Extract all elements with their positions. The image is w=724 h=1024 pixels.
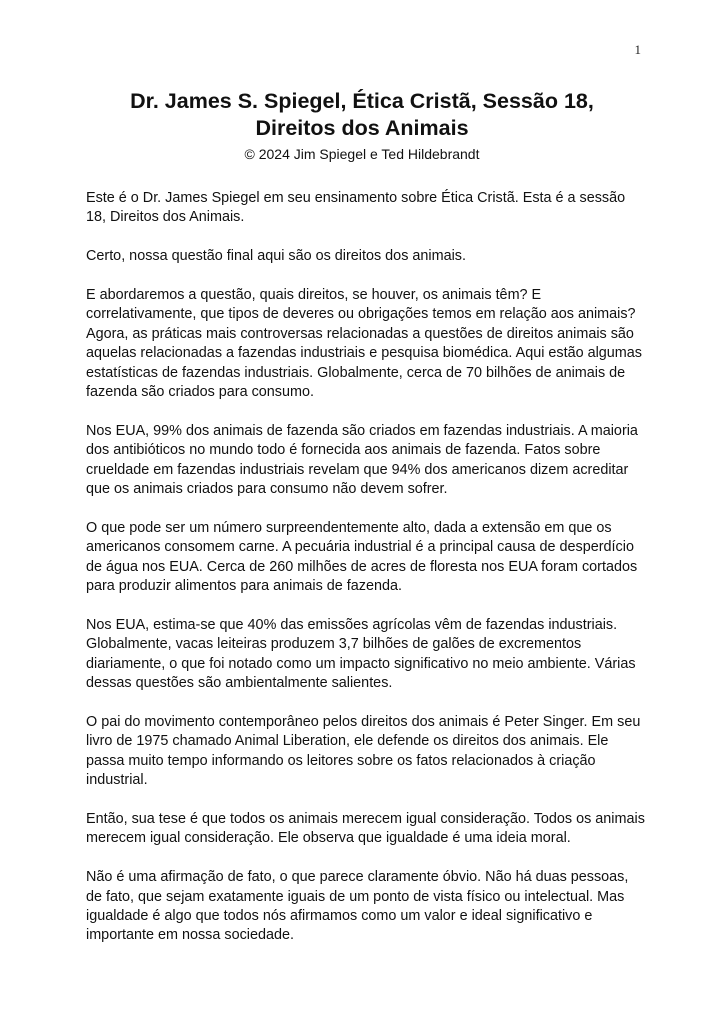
body-paragraph: Este é o Dr. James Spiegel em seu ensinamento sobre Ética Cristã. Esta é a sessão 18, Direitos dos Animais.: [86, 190, 626, 226]
body-paragraph: E abordaremos a questão, quais direitos, se houver, os animais têm? E correlativamente, que tipos de deveres ou obrigações temos em relação aos animais? Agora, as práticas mais controversas relacionadas a questões de direitos animais são aquelas relacionadas a fazendas industriais e pesquisa biomédica. Aqui estão algumas estatísticas de fazendas industriais. Globalmente, cerca de 70 bilhões de animais de fazenda são criados para consumo.: [86, 287, 642, 401]
body-paragraph: Certo, nossa questão final aqui são os direitos dos animais.: [86, 248, 466, 265]
body-paragraph: Não é uma afirmação de fato, o que parece claramente óbvio. Não há duas pessoas, de fato, que sejam exatamente iguais de um ponto de vista físico ou intelectual. Mas igualdade é algo que todos nós afirmamos como um valor e ideal significativo e importante em nossa sociedade.: [86, 869, 629, 944]
body-paragraph: O que pode ser um número surpreendentemente alto, dada a extensão em que os americanos consomem carne. A pecuária industrial é a principal causa de desperdício de água nos EUA. Cerca de 260 milhões de acres de floresta nos EUA foram cortados para produzir alimentos para animais de fazenda.: [86, 519, 638, 595]
body-paragraph: Nos EUA, estima-se que 40% das emissões agrícolas vêm de fazendas industriais. Globalmente, vacas leiteiras produzem 3,7 bilhões de galões de excrementos diariamente, o que foi notado como um impacto significativo no meio ambiente. Várias dessas questões são ambientalmente salientes.: [86, 616, 636, 692]
body-paragraph: O pai do movimento contemporâneo pelos direitos dos animais é Peter Singer. Em seu livro de 1975 chamado Animal Liberation, ele defende os direitos dos animais. Ele passa muito tempo informando os leitores sobre os fatos relacionados à criação industrial.: [86, 713, 641, 789]
title-block: [60, 88, 664, 164]
document-title-line-2: Direitos dos Animais: [255, 116, 469, 140]
page-number: 1: [634, 42, 641, 57]
body-paragraph: Nos EUA, 99% dos animais de fazenda são criados em fazendas industriais. A maioria dos antibióticos no mundo todo é fornecida aos animais de fazenda. Fatos sobre crueldade em fazendas industriais revelam que 94% dos americanos dizem acreditar que os animais criados para consumo não devem sofrer.: [86, 422, 638, 498]
document-title-line-1: Dr. James S. Spiegel, Ética Cristã, Sessão 18,: [130, 89, 594, 113]
body-paragraph: Então, sua tese é que todos os animais merecem igual consideração. Todos os animais merecem igual consideração. Ele observa que igualdade é uma ideia moral.: [86, 810, 645, 847]
copyright-notice: © 2024 Jim Spiegel e Ted Hildebrandt: [244, 146, 480, 162]
document-body: [86, 189, 646, 965]
